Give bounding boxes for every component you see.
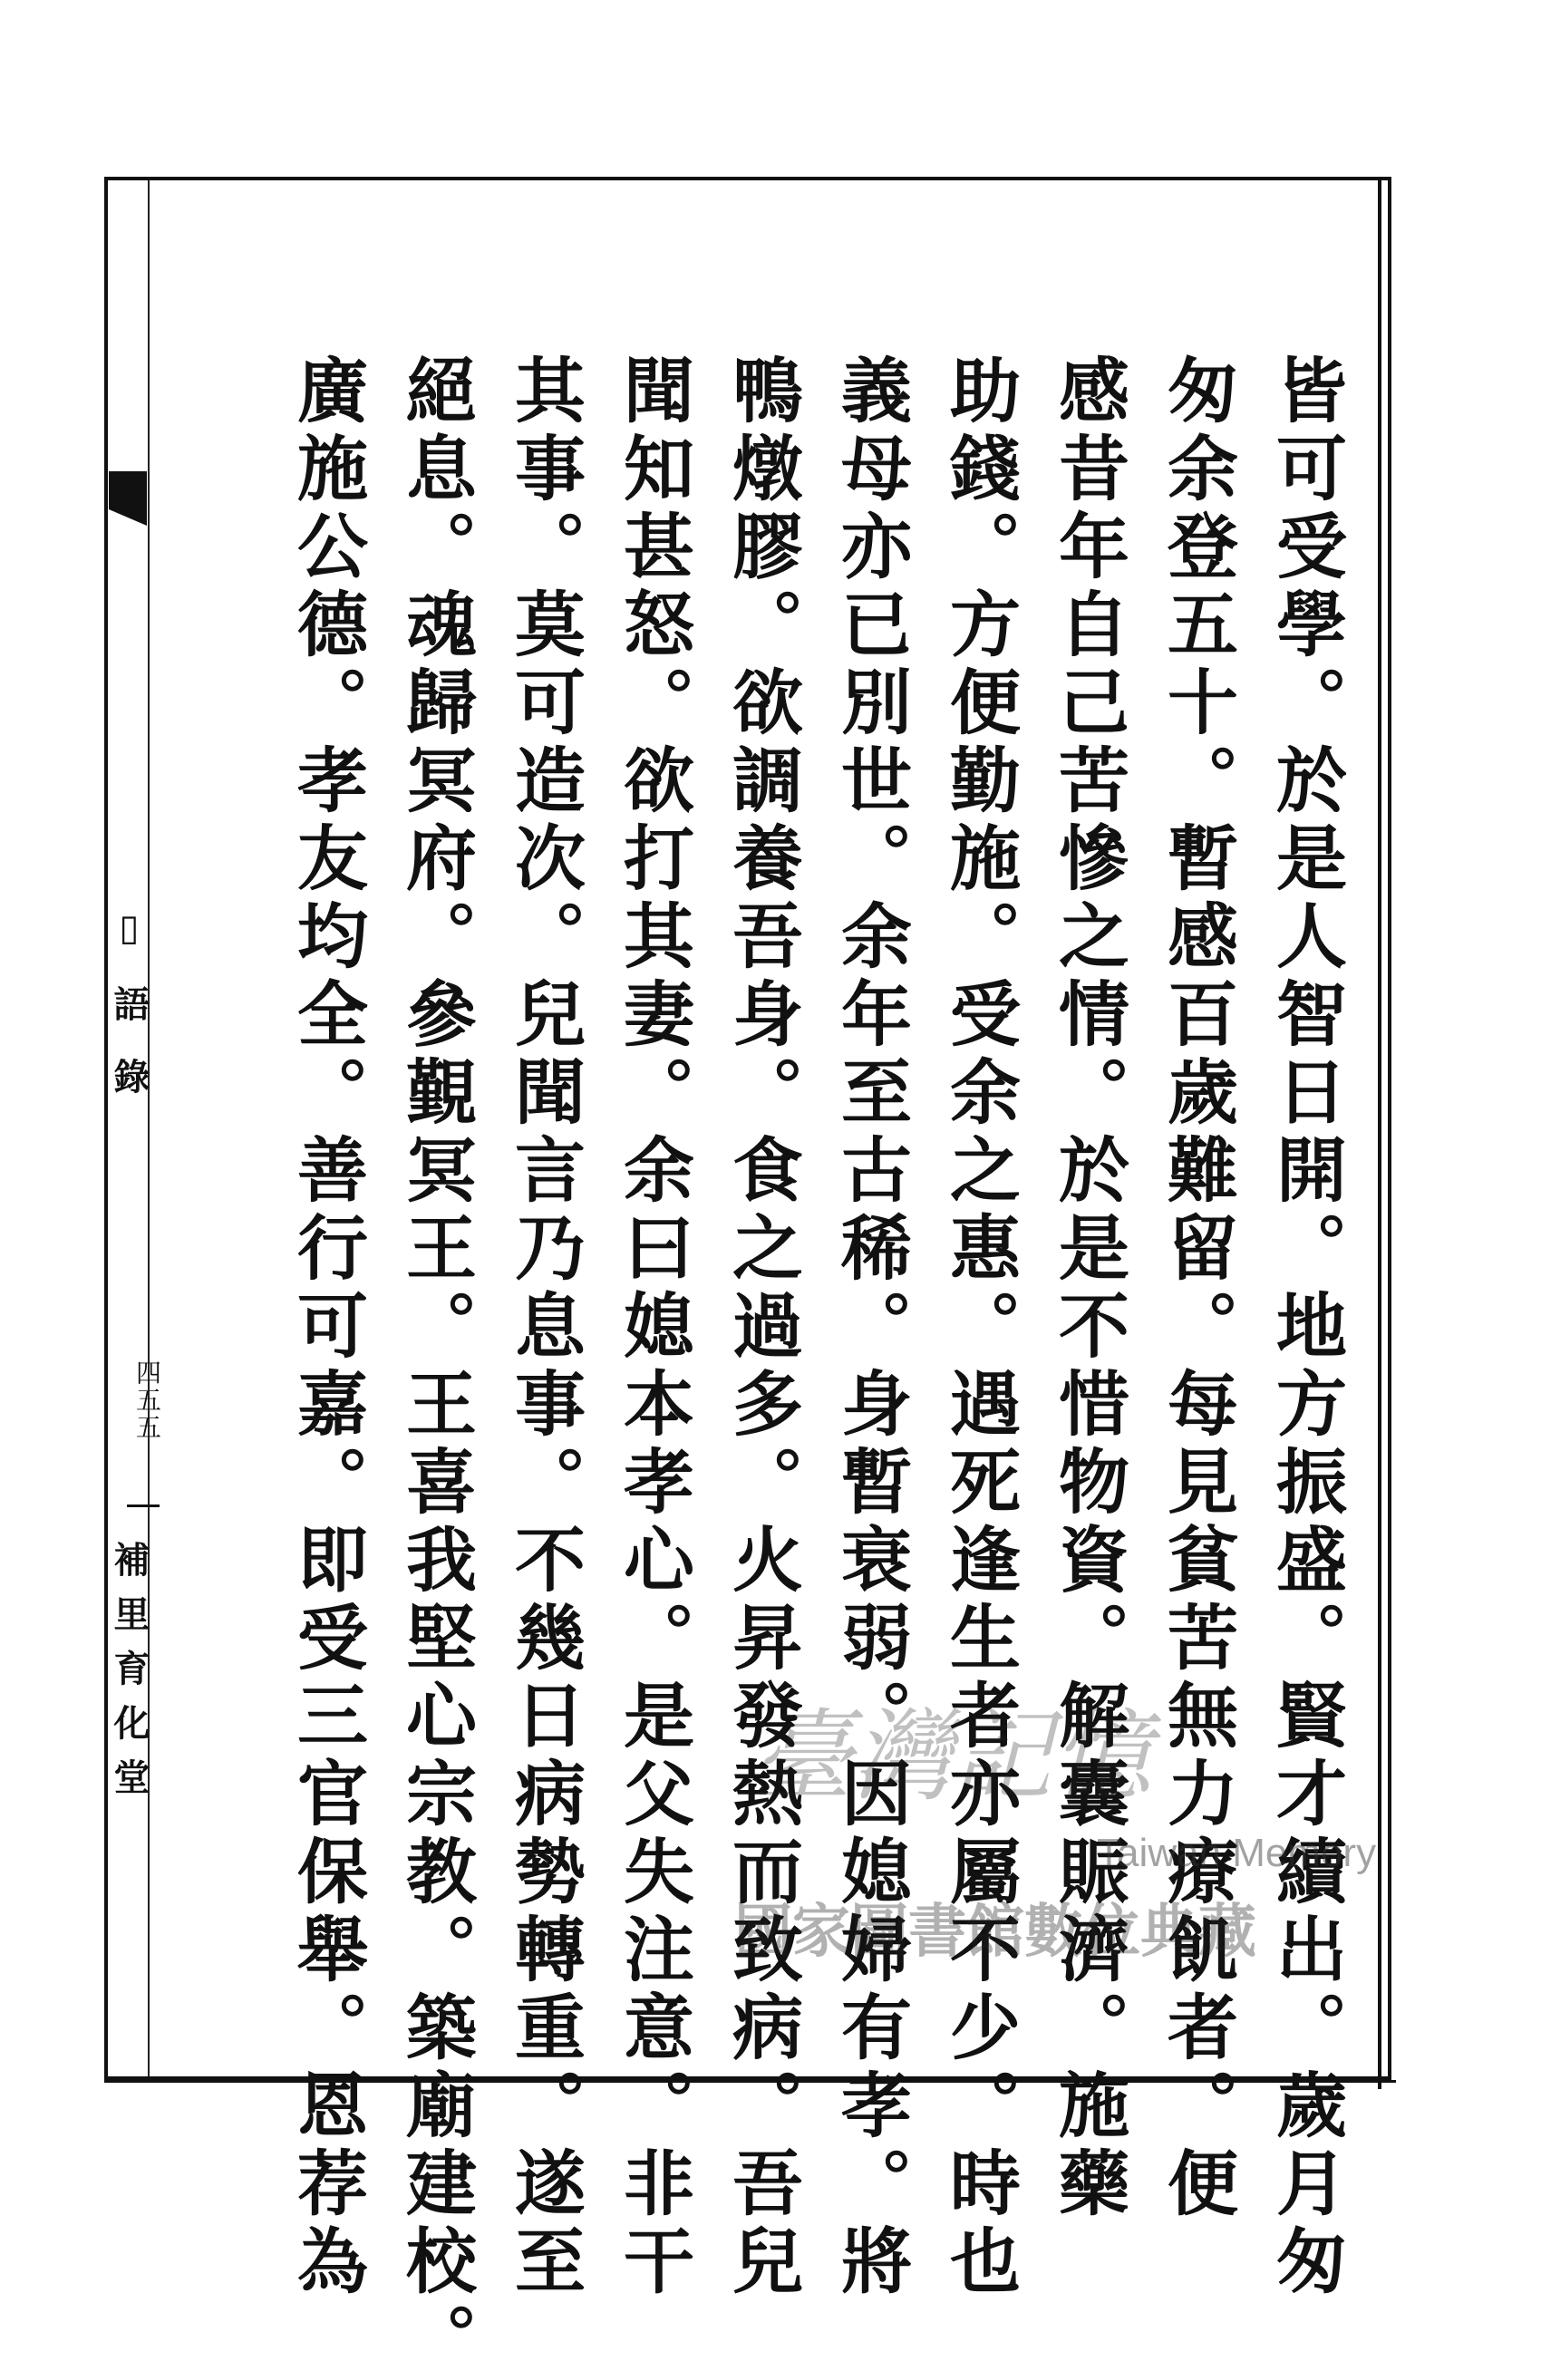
leaf-number: 四五五 [132,1359,162,1441]
watermark-latin: Taiwan Memory [1097,1831,1377,1875]
text-column: 匆余登五十。暫感百歲難留。每見貧苦無力療飢者。便 [1156,353,1238,2224]
watermark-institution: 國家圖書館數位典藏 [734,1899,1256,1966]
spine-subtitle: 補里育化堂 [108,1541,150,1813]
text-column: 聞知甚怒。欲打其妻。余曰媳本孝心。是父失注意。非干 [612,353,694,2302]
text-column: 廣施公德。孝友均全。善行可嘉。即受三官保舉。恩荐為 [286,353,368,2302]
spine-title: ▯語錄 [108,906,150,1130]
text-column: 義母亦已別世。余年至古稀。身暫衰弱。因媳婦有孝。將 [829,353,912,2302]
text-column: 絕息。魂歸冥府。參覲冥王。王喜我堅心宗教。築廟建校。 [394,353,477,2380]
text-column: 助錢。方便勤施。受余之惠。遇死逢生者亦屬不少。時也 [938,353,1021,2302]
leaf-tick [127,1504,160,1507]
text-column: 其事。莫可造次。兒聞言乃息事。不幾日病勢轉重。遂至 [503,353,586,2302]
text-column: 鴨燉膠。欲調養吾身。食之過多。火昇發熱而致病。吾兒 [721,353,803,2302]
text-column: 皆可受學。於是人智日開。地方振盛。賢才續出。歲月匆 [1265,353,1347,2302]
watermark-seal: 臺灣記憶 [752,1698,1151,1814]
text-column: 感昔年自己苦慘之情。於是不惜物資。解囊賑濟。施藥 [1047,353,1129,2224]
